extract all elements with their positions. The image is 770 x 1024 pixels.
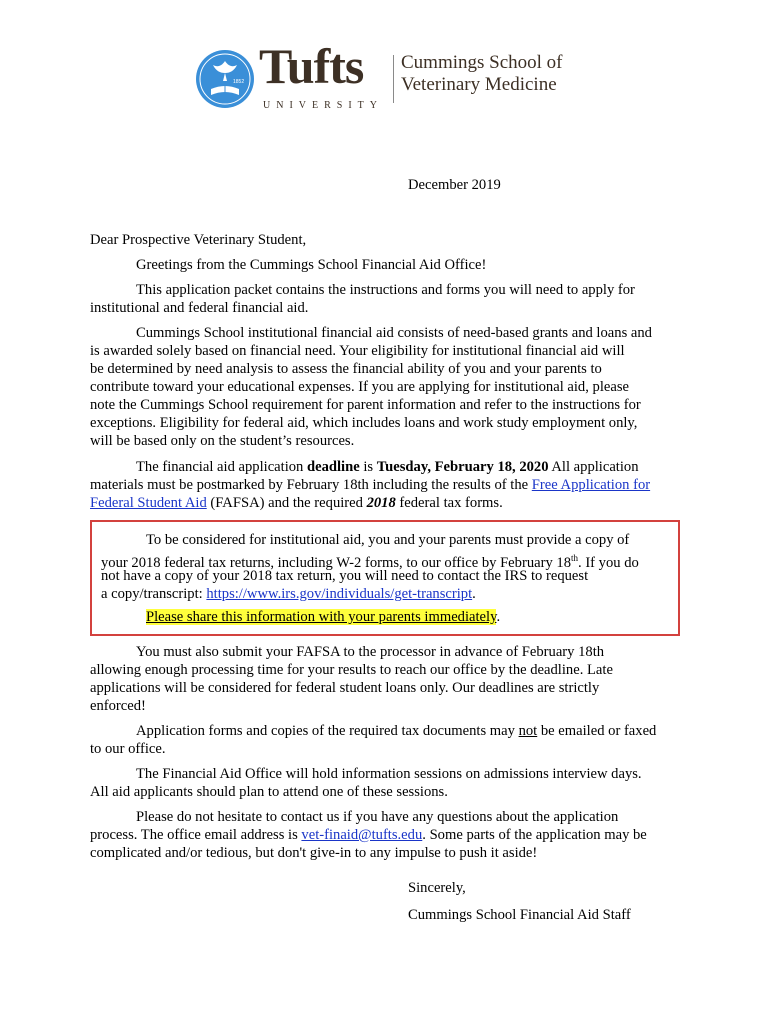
school-name-line1: Cummings School of (401, 52, 563, 73)
school-logo (195, 38, 565, 117)
svg-text:1852: 1852 (233, 79, 245, 85)
institutional-aid-line6: exceptions. Eligibility for federal aid, which includes loans and work study employment only, (90, 415, 638, 431)
deadline-date: Tuesday, February 18, 2020 (376, 459, 549, 475)
deadline-line3: Federal Student Aid (FAFSA) and the required 2018 federal tax forms. (90, 495, 503, 511)
forms-line2: to our office. (90, 741, 166, 757)
contact-line2: process. The office email address is vet-finaid@tufts.edu. Some parts of the application may be (90, 827, 647, 843)
irs-transcript-link[interactable]: https://www.irs.gov/individuals/get-transcript (206, 586, 473, 602)
deadline-line1: The financial aid application deadline is Tuesday, February 18, 2020 All application (136, 459, 639, 475)
sessions-line2: All aid applicants should plan to attend one of these sessions. (90, 784, 448, 800)
school-name-line2: Veterinary Medicine (401, 74, 557, 95)
callout-highlight-line: Please share this information with your parents immediately. (146, 609, 501, 625)
institutional-aid-line2: is awarded solely based on financial need. Your eligibility for institutional financial aid will (90, 343, 625, 359)
callout-line2: your 2018 federal tax returns, including W-2 forms, to our office by February 18th. If you do (101, 553, 639, 571)
logo-divider (393, 55, 394, 103)
fafsa-line1: You must also submit your FAFSA to the processor in advance of February 18th (136, 644, 605, 660)
fafsa-line2: allowing enough processing time for your results to reach our office by the deadline. Late (90, 662, 613, 678)
fafsa-link-part1[interactable]: Free Application for (531, 477, 651, 493)
university-wordmark: UNIVERSITY (263, 100, 383, 111)
contact-line1: Please do not hesitate to contact us if you have any questions about the application (136, 809, 619, 825)
email-link[interactable]: vet-finaid@tufts.edu (301, 827, 423, 843)
institutional-aid-line3: be determined by need analysis to assess the financial ability of you and your parents to (90, 361, 602, 377)
packet-intro-line1: This application packet contains the instructions and forms you will need to apply for (136, 282, 635, 298)
callout-line3: not have a copy of your 2018 tax return, you will need to contact the IRS to request (101, 568, 589, 584)
institutional-aid-line4: contribute toward your educational expenses. If you are applying for institutional aid, please (90, 379, 629, 395)
salutation: Dear Prospective Veterinary Student, (90, 232, 307, 248)
greeting-paragraph: Greetings from the Cummings School Financial Aid Office! (136, 257, 487, 273)
callout-line4: a copy/transcript: https://www.irs.gov/individuals/get-transcript. (101, 586, 476, 602)
callout-line1: To be considered for institutional aid, you and your parents must provide a copy of (146, 532, 630, 548)
contact-line3: complicated and/or tedious, but don't give-in to any impulse to push it aside! (90, 845, 538, 861)
university-seal-icon (195, 49, 255, 109)
tax-year: 2018 (366, 495, 396, 511)
sessions-line1: The Financial Aid Office will hold information sessions on admissions interview days. (136, 766, 642, 782)
signature: Cummings School Financial Aid Staff (408, 907, 631, 923)
not-underlined: not (518, 723, 538, 739)
deadline-word: deadline (307, 459, 360, 475)
share-with-parents-highlight: Please share this information with your parents immediately (146, 609, 497, 625)
deadline-line2: materials must be postmarked by February 18th including the results of the Free Application for (90, 477, 651, 493)
letter-date: December 2019 (408, 177, 501, 193)
institutional-aid-line7: will be based only on the student’s resources. (90, 433, 355, 449)
fafsa-line4: enforced! (90, 698, 146, 714)
fafsa-line3: applications will be considered for federal student loans only. Our deadlines are strictly (90, 680, 600, 696)
tufts-wordmark: Tufts (259, 38, 364, 94)
institutional-aid-line1: Cummings School institutional financial aid consists of need-based grants and loans and (136, 325, 652, 341)
institutional-aid-line5: note the Cummings School requirement for parent information and refer to the instructions for (90, 397, 641, 413)
forms-line1: Application forms and copies of the required tax documents may not be emailed or faxed (136, 723, 657, 739)
closing: Sincerely, (408, 880, 466, 896)
fafsa-link-part2[interactable]: Federal Student Aid (90, 495, 207, 511)
packet-intro-line2: institutional and federal financial aid. (90, 300, 309, 316)
